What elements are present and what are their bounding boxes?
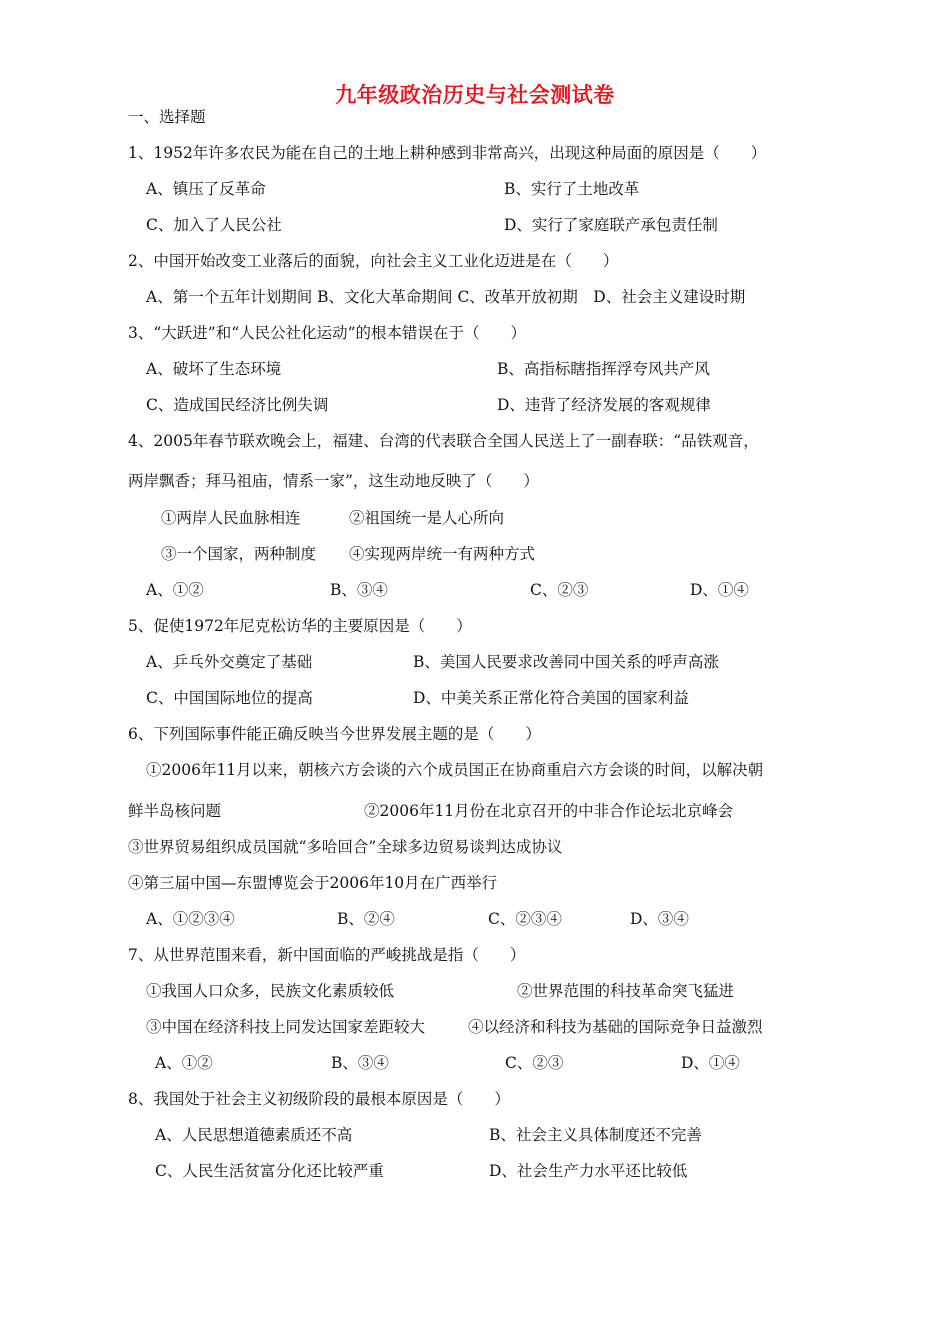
question-7-item-1: ①我国人口众多，民族文化素质较低 (146, 982, 395, 1000)
document-title: 九年级政治历史与社会测试卷 (335, 82, 615, 107)
section-heading: 一、选择题 (128, 108, 206, 126)
question-5-option-a: A、乒乓外交奠定了基础 (146, 653, 313, 671)
question-3-option-b: B、高指标瞎指挥浮夸风共产风 (497, 360, 710, 378)
question-1-option-a: A、镇压了反革命 (146, 180, 266, 198)
question-8-option-d: D、社会生产力水平还比较低 (489, 1162, 688, 1180)
question-5-option-d: D、中美关系正常化符合美国的国家利益 (413, 689, 689, 707)
question-6-item-1-cont: 鲜半岛核问题 (128, 802, 222, 820)
question-2-options: A、第一个五年计划期间 B、文化大革命期间 C、改革开放初期 D、社会主义建设时期 (146, 288, 746, 306)
question-6-option-c: C、②③④ (488, 910, 562, 928)
question-4-option-d: D、①④ (690, 581, 749, 599)
question-4-option-a: A、①② (146, 581, 204, 599)
question-4-option-b: B、③④ (330, 581, 388, 599)
question-3-option-d: D、违背了经济发展的客观规律 (497, 396, 711, 414)
question-7-item-3: ③中国在经济科技上同发达国家差距较大 (146, 1018, 426, 1036)
question-1-stem: 1、1952年许多农民为能在自己的土地上耕种感到非常高兴，出现这种局面的原因是（ ） (128, 144, 767, 162)
question-1-option-c: C、加入了人民公社 (146, 216, 282, 234)
question-4-item-4: ④实现两岸统一有两种方式 (349, 545, 536, 563)
question-4-item-2: ②祖国统一是人心所向 (349, 509, 505, 527)
question-1-option-b: B、实行了土地改革 (504, 180, 640, 198)
question-1-option-d: D、实行了家庭联产承包责任制 (504, 216, 718, 234)
question-6-option-a: A、①②③④ (146, 910, 235, 928)
question-7-item-2: ②世界范围的科技革命突飞猛进 (517, 982, 735, 1000)
question-2-stem: 2、中国开始改变工业落后的面貌，向社会主义工业化迈进是在（ ） (128, 252, 619, 270)
question-8-stem: 8、我国处于社会主义初级阶段的最根本原因是（ ） (128, 1090, 510, 1108)
question-6-option-d: D、③④ (630, 910, 689, 928)
question-8-option-c: C、人民生活贫富分化还比较严重 (155, 1162, 384, 1180)
question-7-option-b: B、③④ (331, 1054, 389, 1072)
question-4-option-c: C、②③ (530, 581, 589, 599)
question-5-stem: 5、促使1972年尼克松访华的主要原因是（ ） (128, 617, 472, 635)
question-3-stem: 3、“大跃进”和“人民公社化运动”的根本错误在于（ ） (128, 324, 527, 342)
question-7-stem: 7、从世界范围来看，新中国面临的严峻挑战是指（ ） (128, 946, 526, 964)
question-4-stem-line-1: 4、2005年春节联欢晚会上，福建、台湾的代表联合全国人民送上了一副春联：“品铁观音， (128, 432, 759, 450)
question-4-item-1: ①两岸人民血脉相连 (161, 509, 301, 527)
question-5-option-b: B、美国人民要求改善同中国关系的呼声高涨 (413, 653, 719, 671)
question-6-item-2: ②2006年11月份在北京召开的中非合作论坛北京峰会 (364, 802, 734, 820)
question-8-option-b: B、社会主义具体制度还不完善 (489, 1126, 702, 1144)
question-6-stem: 6、下列国际事件能正确反映当今世界发展主题的是（ ） (128, 725, 541, 743)
question-3-option-a: A、破坏了生态环境 (146, 360, 282, 378)
question-6-item-4: ④第三届中国—东盟博览会于2006年10月在广西举行 (128, 874, 498, 892)
question-7-option-a: A、①② (155, 1054, 213, 1072)
question-3-option-c: C、造成国民经济比例失调 (146, 396, 329, 414)
question-5-option-c: C、中国国际地位的提高 (146, 689, 313, 707)
question-7-item-4: ④以经济和科技为基础的国际竞争日益激烈 (468, 1018, 763, 1036)
question-4-item-3: ③一个国家，两种制度 (161, 545, 317, 563)
question-7-option-d: D、①④ (681, 1054, 740, 1072)
question-7-option-c: C、②③ (505, 1054, 564, 1072)
question-6-option-b: B、②④ (337, 910, 395, 928)
question-6-item-3: ③世界贸易组织成员国就“多哈回合”全球多边贸易谈判达成协议 (128, 838, 563, 856)
question-8-option-a: A、人民思想道德素质还不高 (155, 1126, 353, 1144)
question-6-item-1: ①2006年11月以来，朝核六方会谈的六个成员国正在协商重启六方会谈的时间，以解决朝 (146, 761, 764, 779)
question-4-stem-line-2: 两岸飘香；拜马祖庙，情系一家”，这生动地反映了（ ） (128, 472, 539, 490)
